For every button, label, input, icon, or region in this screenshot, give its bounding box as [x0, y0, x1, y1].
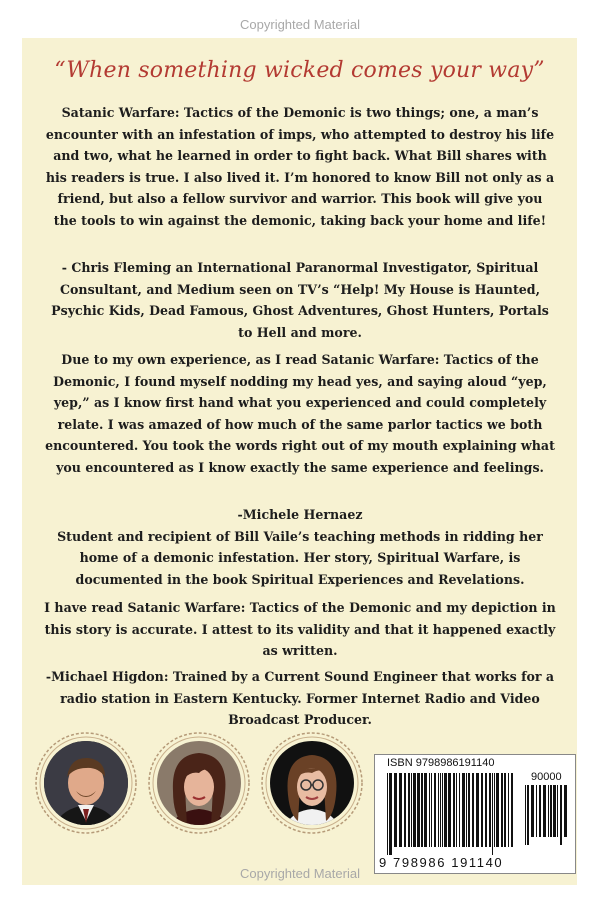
barcode-bar [501, 773, 503, 847]
barcode-bar [456, 773, 457, 847]
barcode-bar [508, 773, 509, 847]
testimonial-1-attribution: - Chris Fleming an International Paranormal Investigator, Spiritual Consultant, and Medium seen on TV’s “Help! My House is Haunted, Psychic Kids, Dead Famous, Ghost Adventures, Ghost Hunters, Portals to Hell and more. [51, 260, 549, 340]
testimonial-2-text: Due to my own experience, as I read Satanic Warfare: Tactics of the Demonic, I found myself nodding my head yes, and saying aloud “yep, yep,” as I know first hand what you experienced and could completely relate. I was amazed of how much of the same parlor tactics we both encountered. You took the words right out of my mouth explaining what you encountered as I know exactly the same experience and feelings. [45, 352, 555, 475]
barcode-bar [468, 773, 470, 847]
barcode-bar [564, 785, 567, 837]
barcode-bar [485, 773, 487, 847]
barcode-bar [472, 773, 474, 847]
copyright-watermark-bottom: Copyrighted Material [240, 866, 360, 881]
testimonial-3-text: I have read Satanic Warfare: Tactics of the Demonic and my depiction in this story is accurate. I attest to its validity and that it happened exactly as written. [44, 600, 556, 658]
barcode-bar [399, 773, 402, 847]
price-code: 90000 [531, 771, 562, 783]
barcode-bars-main [387, 773, 517, 855]
isbn-label: ISBN 9798986191140 [387, 757, 495, 769]
barcode-bar [466, 773, 467, 847]
barcode-bar [557, 785, 558, 837]
barcode-bar [459, 773, 460, 847]
portrait-man-icon [34, 731, 138, 835]
barcode-bar [444, 773, 447, 847]
testimonial-1-text: Satanic Warfare: Tactics of the Demonic is two things; one, a man’s encounter with an infestation of imps, who attempted to destroy his life and two, what he learned in order to fight back. What Bill shares with his readers is true. I also lived it. I’m honored to know Bill not only as a friend, but also a fellow survivor and warrior. This book will give you the tools to win against the demonic, taking back your home and life! [45, 105, 555, 228]
barcode-bar [387, 773, 388, 855]
barcode-bar [553, 785, 556, 837]
barcode-bar [543, 785, 546, 837]
portrait-woman-dark-hair-icon [147, 731, 251, 835]
barcode-bar [424, 773, 427, 847]
barcode-bar [550, 785, 552, 837]
isbn-digits: 9 798986 191140 [379, 855, 504, 870]
barcode-bar [394, 773, 397, 847]
barcode-bar [431, 773, 432, 847]
barcode-bar [536, 785, 537, 837]
barcode-bar [548, 785, 549, 837]
barcode-bar [442, 773, 443, 847]
barcode-bar [438, 773, 439, 847]
barcode-bar [527, 785, 529, 845]
barcode-bar [440, 773, 441, 847]
attribution-description: Student and recipient of Bill Vaile’s teaching methods in ridding her home of a demonic infestation. Her story, Spiritual Warfare, is documented in the book Spiritual Experiences and Revelations. [57, 528, 543, 587]
barcode-bar [417, 773, 420, 847]
barcode-bars-addon [525, 785, 567, 855]
barcode-bar [539, 785, 541, 837]
barcode-bar [434, 773, 436, 847]
barcode-bar [494, 773, 495, 847]
barcode-bar [496, 773, 499, 847]
barcode-bar [531, 785, 534, 837]
attribution-name: -Michele Hernaez [237, 507, 363, 522]
portrait-woman-glasses-icon [260, 731, 364, 835]
barcode-bar [504, 773, 506, 847]
isbn-barcode [374, 754, 576, 874]
barcode-bar [421, 773, 423, 847]
barcode-bar [448, 773, 451, 847]
barcode-bar [413, 773, 416, 847]
barcode-bar [404, 773, 406, 847]
barcode-bar [462, 773, 465, 847]
testimonial-3-attribution: -Michael Higdon: Trained by a Current Sound Engineer that works for a radio station in Eastern Kentucky. Former Internet Radio and Video Broadcast Producer. [45, 669, 555, 727]
copyright-watermark-top: Copyrighted Material [240, 17, 360, 32]
barcode-bar [525, 785, 526, 845]
barcode-bar [481, 773, 483, 847]
testimonial-2-attribution [44, 504, 556, 590]
barcode-bar [411, 773, 412, 847]
barcode-bar [511, 773, 513, 847]
barcode-bar [453, 773, 455, 847]
barcode-bar [476, 773, 479, 847]
barcode-bar [389, 773, 392, 855]
barcode-bar [429, 773, 430, 847]
barcode-bar [560, 785, 562, 845]
back-cover [22, 38, 577, 885]
barcode-bar [489, 773, 491, 847]
barcode-bar [408, 773, 410, 847]
tagline-quote: “When something wicked comes your way” [54, 58, 545, 83]
barcode-bar [492, 773, 493, 855]
